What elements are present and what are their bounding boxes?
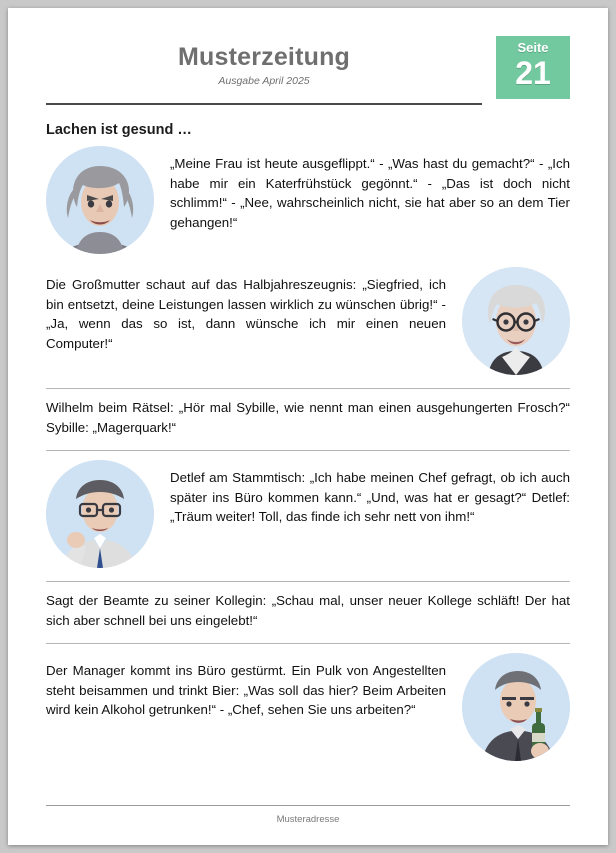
joke-divider: [46, 643, 570, 644]
joke-text: Wilhelm beim Rätsel: „Hör mal Sybille, wie nennt man einen ausgehungerten Frosch?“ Sybille: „Magerquark!“: [46, 400, 570, 435]
joke-text: Die Großmutter schaut auf das Halbjahreszeugnis: „Siegfried, ich bin entsetzt, deine Leistungen lassen wirklich zu wünschen übrig!“ - „Ja, wenn das so ist, dann wünsche ich mir einen neuen Computer!“: [46, 277, 446, 351]
page-content: [46, 36, 570, 816]
newspaper-page: [8, 8, 608, 845]
joke-text: Der Manager kommt ins Büro gestürmt. Ein Pulk von Angestellten steht beisammen und trinkt Bier: „Was soll das hier? Beim Arbeiten wird kein Alkohol getrunken!“ - „Chef, sehen Sie uns arbeiten?“: [46, 663, 446, 717]
avatar-manager-bottle: [462, 653, 570, 761]
joke-divider: [46, 450, 570, 451]
page-badge-number: 21: [515, 55, 551, 91]
page-footer: [46, 805, 570, 825]
joke-item: [46, 653, 570, 761]
joke-item: [46, 460, 570, 568]
joke-divider: [46, 388, 570, 389]
joke-item: [46, 591, 570, 630]
section-heading: Lachen ist gesund …: [46, 122, 192, 138]
page-title: Musterzeitung: [177, 43, 351, 71]
masthead: [46, 42, 482, 87]
avatar-bored-man: [46, 460, 154, 568]
header-divider: [46, 103, 482, 105]
avatar-grandmother: [462, 267, 570, 375]
jokes-list: [46, 146, 570, 761]
joke-text: Detlef am Stammtisch: „Ich habe meinen Chef gefragt, ob ich auch später ins Büro kommen kann.“ „Und, was hat er gesagt?“ Detlef: „Träum weiter! Toll, das finde ich sehr nett von ihm!“: [170, 470, 570, 524]
avatar-angry-woman: [46, 146, 154, 254]
joke-item: [46, 398, 570, 437]
issue-subtitle: Ausgabe April 2025: [218, 75, 310, 87]
footer-divider: [46, 805, 570, 806]
joke-item: [46, 146, 570, 254]
joke-text: „Meine Frau ist heute ausgeflippt.“ - „Was hast du gemacht?“ - „Ich habe mir ein Katerfrühstück gegönnt.“ - „Das ist doch nicht schlimm!“ - „Nee, wahrscheinlich nicht, sie hat aber so an dem Tier gehangen!“: [170, 156, 570, 230]
page-badge-label: Seite: [517, 40, 549, 55]
joke-divider: [46, 581, 570, 582]
footer-address: Musteradresse: [276, 814, 340, 825]
joke-item: [46, 267, 570, 375]
joke-text: Sagt der Beamte zu seiner Kollegin: „Schau mal, unser neuer Kollege schläft! Der hat sich aber schnell bei uns eingelebt!“: [46, 593, 570, 628]
page-number-badge: [496, 36, 570, 99]
page-header: [46, 36, 570, 104]
